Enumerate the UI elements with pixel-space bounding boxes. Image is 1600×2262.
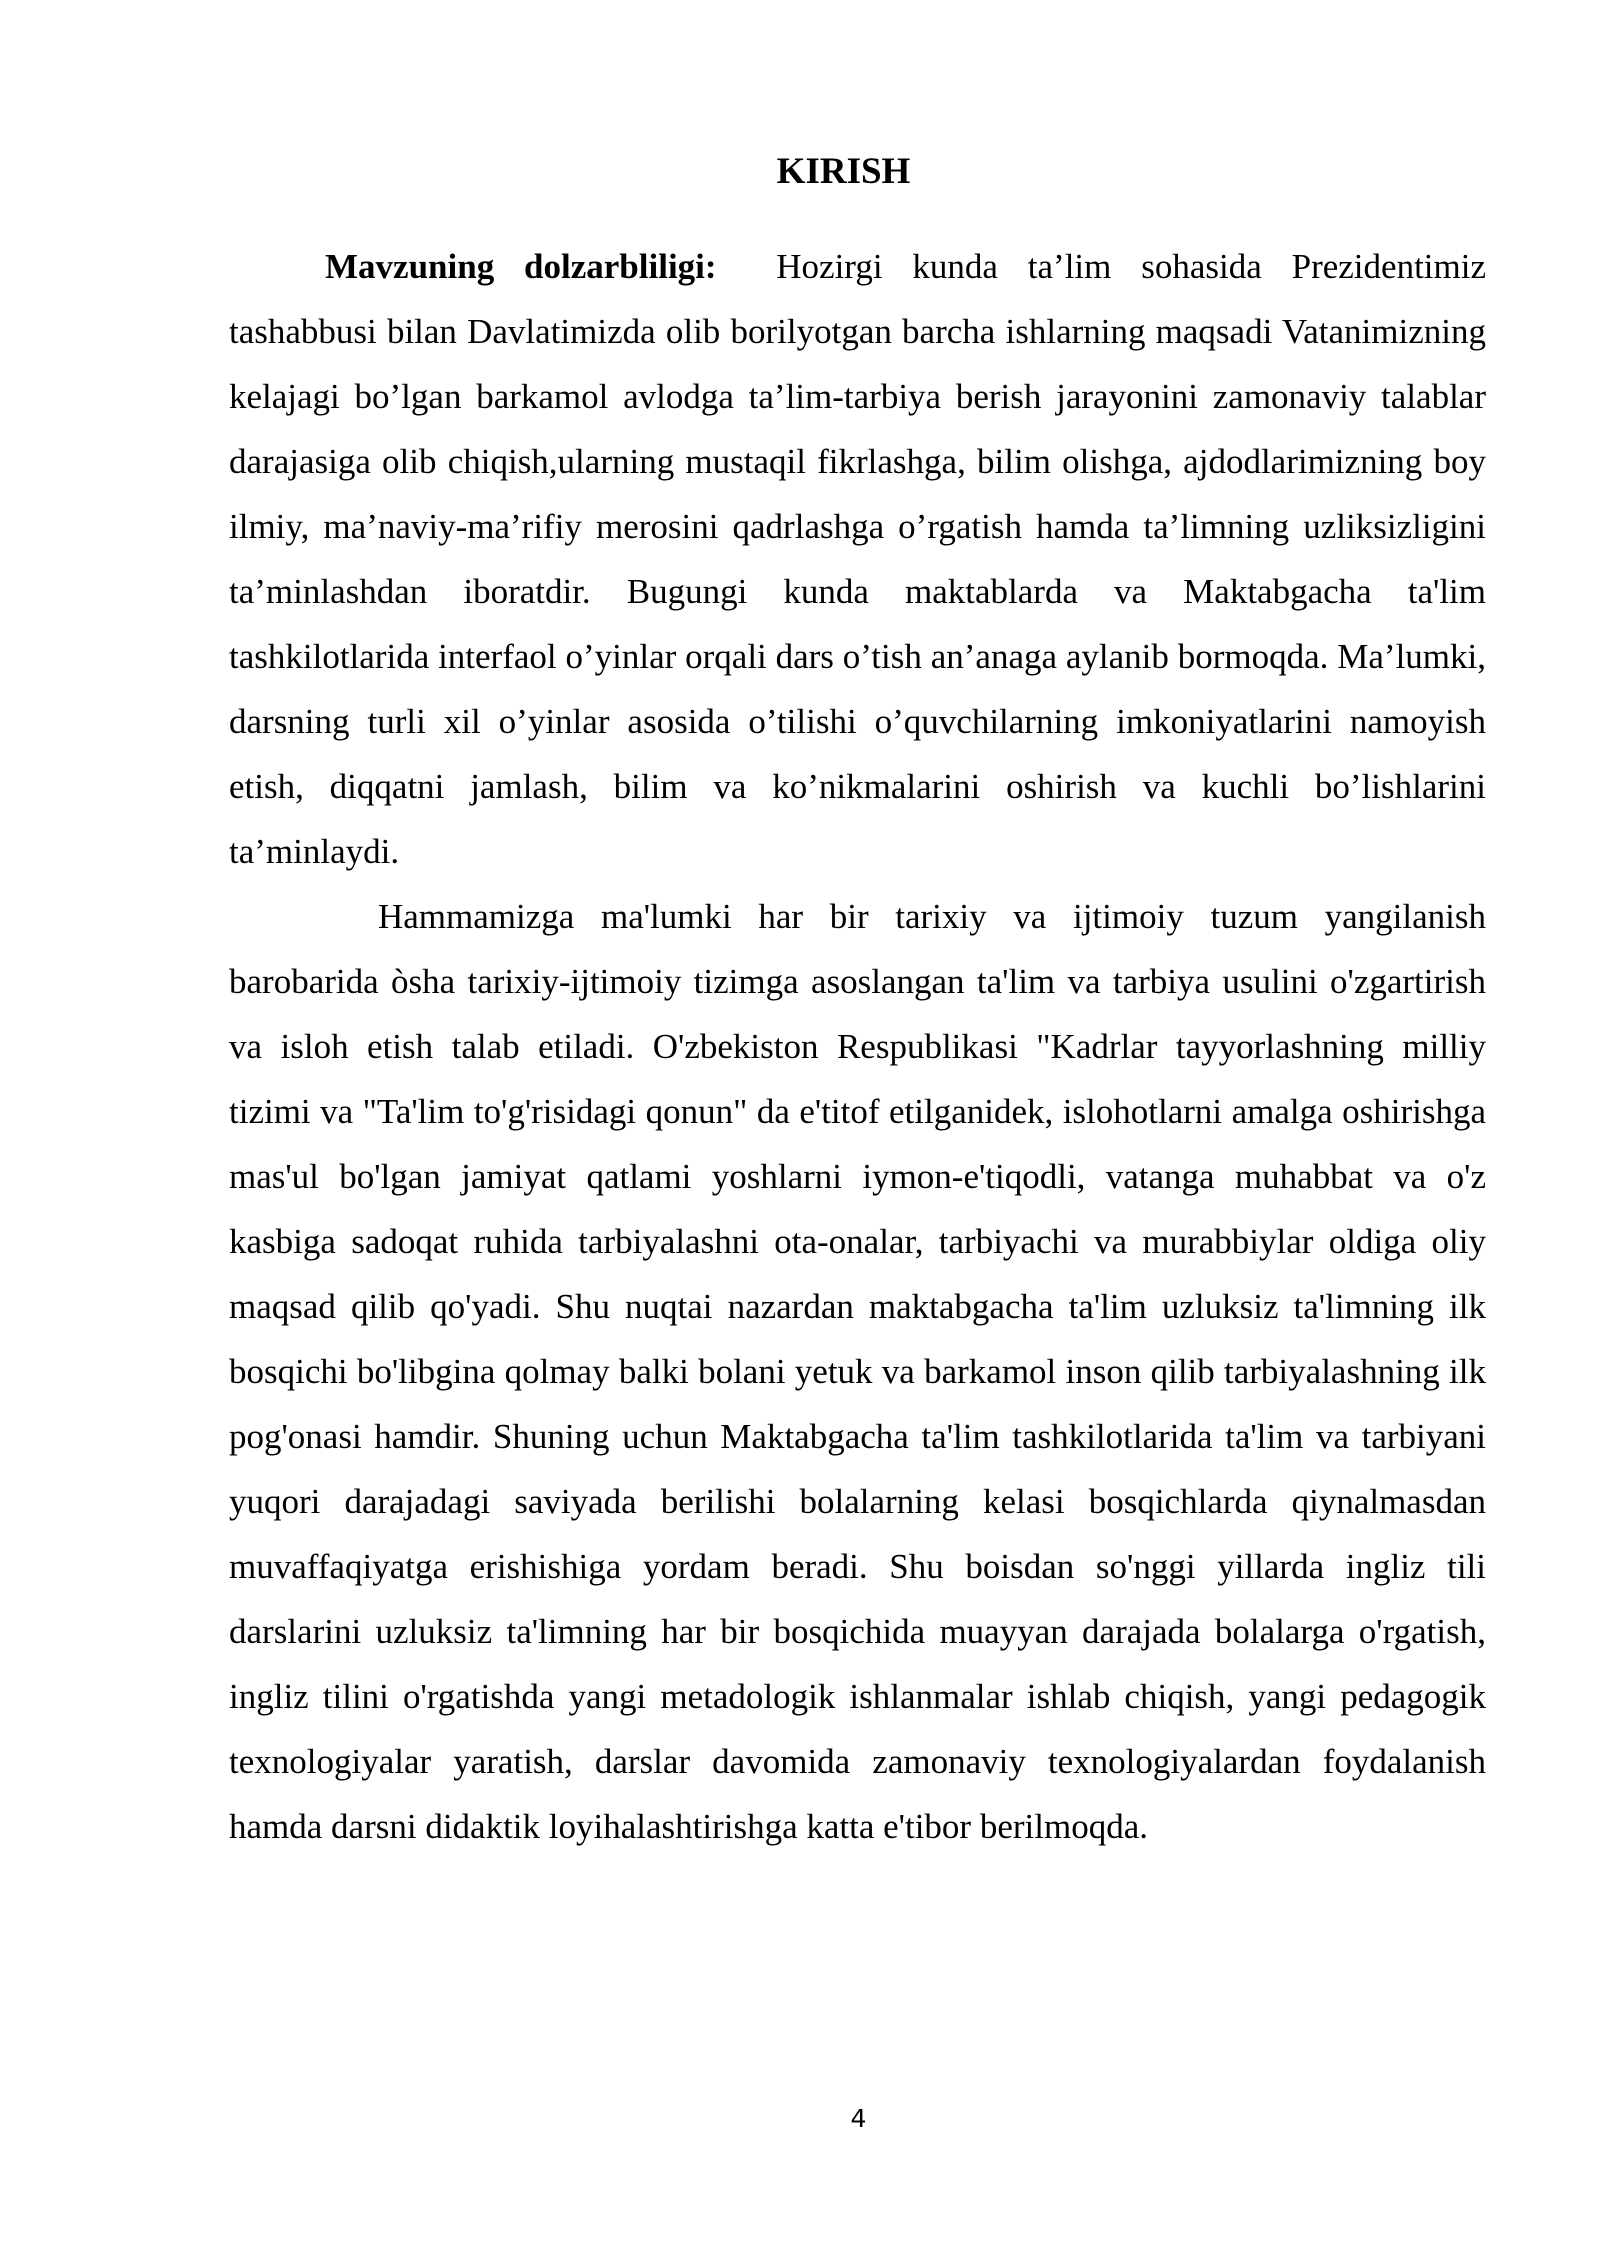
relevance-text: Hozirgi kunda ta’lim sohasida Prezidentimiz tashabbusi bilan Davlatimizda olib borilyotgan barcha ishlarning maqsadi Vatanimizning kelajagi bo’lgan barkamol avlodga ta’lim-tarbiya berish jarayonini zamonaviy talablar darajasiga olib chiqish,ularning mustaqil fikrlashga, bilim olishga, ajdodlarimizning boy ilmiy, ma’naviy-ma’rifiy merosini qadrlashga o’rgatish hamda ta’limning uzliksizligini ta’minlashdan iboratdir. Bugungi kunda maktablarda va Maktabgacha ta'lim tashkilotlarida interfaol o’yinlar orqali dars o’tish an’anaga aylanib bormoqda. Ma’lumki, darsning turli xil o’yinlar asosida o’tilishi o’quvchilarning imkoniyatlarini namoyish etish, diqqatni jamlash, bilim va ko’nikmalarini oshirish va kuchli bo’lishlarini ta’minlaydi. <box>229 247 1486 871</box>
section-title: KIRISH <box>776 151 911 192</box>
relevance-heading: Mavzuning dolzarbliligi: <box>325 247 717 286</box>
paragraph-relevance <box>229 234 1486 884</box>
page-number: 4 <box>850 2104 867 2133</box>
body-text <box>229 234 1486 1859</box>
paragraph-reform: Hammamizga ma'lumki har bir tarixiy va ijtimoiy tuzum yangilanish barobarida òsha tarixiy-ijtimoiy tizimga asoslangan ta'lim va tarbiya usulini o'zgartirish va isloh etish talab etiladi. O'zbekiston Respublikasi "Kadrlar tayyorlashning milliy tizimi va "Ta'lim to'g'risidagi qonun" da e'titof etilganidek, islohotlarni amalga oshirishga mas'ul bo'lgan jamiyat qatlami yoshlarni iymon-e'tiqodli, vatanga muhabbat va o'z kasbiga sadoqat ruhida tarbiyalashni ota-onalar, tarbiyachi va murabbiylar oldiga oliy maqsad qilib qo'yadi. Shu nuqtai nazardan maktabgacha ta'lim uzluksiz ta'limning ilk bosqichi bo'libgina qolmay balki bolani yetuk va barkamol inson qilib tarbiyalashning ilk pog'onasi hamdir. Shuning uchun Maktabgacha ta'lim tashkilotlarida ta'lim va tarbiyani yuqori darajadagi saviyada berilishi bolalarning kelasi bosqichlarda qiynalmasdan muvaffaqiyatga erishishiga yordam beradi. Shu boisdan so'nggi yillarda ingliz tili darslarini uzluksiz ta'limning har bir bosqichida muayyan darajada bolalarga o'rgatish, ingliz tilini o'rgatishda yangi metadologik ishlanmalar ishlab chiqish, yangi pedagogik texnologiyalar yaratish, darslar davomida zamonaviy texnologiyalardan foydalanish hamda darsni didaktik loyihalashtirishga katta e'tibor berilmoqda. <box>229 897 1486 1846</box>
